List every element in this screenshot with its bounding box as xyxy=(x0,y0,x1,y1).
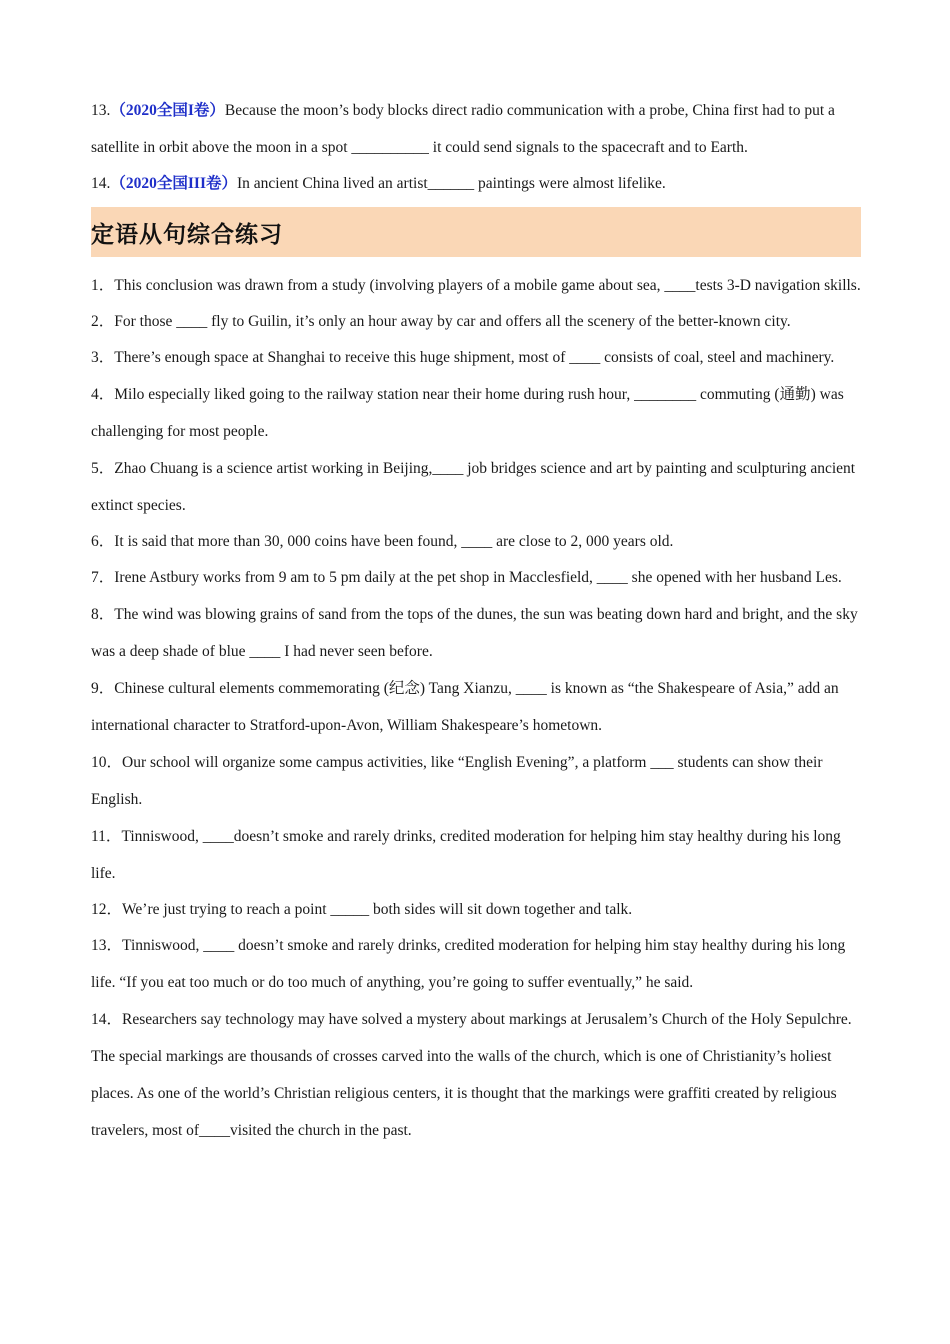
exercise-item: 2．For those ____ fly to Guilin, it’s only an hour away by car and offers all the scenery of the better-known city. xyxy=(91,313,791,330)
question-14-top: 14.（2020全国III卷）In ancient China lived an artist______ paintings were almost lifelike. xyxy=(91,175,666,192)
exercise-item: 13．Tinniswood, ____ doesn’t smoke and rarely drinks, credited moderation for helping him stay healthy during his long life. “If you eat too much or do too much of anything, you’re going to suffer eventually,” he said. xyxy=(91,937,846,991)
exercise-item: 3．There’s enough space at Shanghai to receive this huge shipment, most of ____ consists of coal, steel and machinery. xyxy=(91,349,835,366)
exercise-list xyxy=(91,267,861,1149)
source-tag: （2020全国III卷） xyxy=(110,175,237,192)
exercise-item: 10．Our school will organize some campus activities, like “English Evening”, a platform ___ students can show their English. xyxy=(91,754,823,808)
document-page xyxy=(91,92,861,1149)
exercise-item: 14．Researchers say technology may have solved a mystery about markings at Jerusalem’s Church of the Holy Sepulchre. The special markings are thousands of crosses carved into the walls of the church, which is one of Christianity’s holiest places. As one of the world’s Christian religious centers, it is thought that the markings were graffiti created by religious travelers, most of____visited the church in the past. xyxy=(91,1011,852,1139)
exercise-item: 5．Zhao Chuang is a science artist working in Beijing,____ job bridges science and art by painting and sculpturing ancient extinct species. xyxy=(91,460,856,514)
exercise-item: 9．Chinese cultural elements commemorating (纪念) Tang Xianzu, ____ is known as “the Shakespeare of Asia,” add an international character to Stratford-upon-Avon, William Shakespeare’s hometown. xyxy=(91,680,839,734)
exercise-item: 4．Milo especially liked going to the railway station near their home during rush hour, ________ commuting (通勤) was challenging for most people. xyxy=(91,386,844,440)
section-title: 定语从句综合练习 xyxy=(91,221,283,248)
section-heading xyxy=(91,207,861,257)
exercise-item: 12．We’re just trying to reach a point _____ both sides will sit down together and talk. xyxy=(91,901,633,918)
exercise-item: 11．Tinniswood, ____doesn’t smoke and rarely drinks, credited moderation for helping him stay healthy during his long life. xyxy=(91,828,841,882)
exercise-item: 7．Irene Astbury works from 9 am to 5 pm daily at the pet shop in Macclesfield, ____ she opened with her husband Les. xyxy=(91,569,842,586)
exercise-item: 8．The wind was blowing grains of sand from the tops of the dunes, the sun was beating down hard and bright, and the sky was a deep shade of blue ____ I had never seen before. xyxy=(91,606,858,660)
exercise-item: 6．It is said that more than 30, 000 coins have been found, ____ are close to 2, 000 years old. xyxy=(91,533,674,550)
source-tag: （2020全国I卷） xyxy=(110,102,225,119)
exercise-item: 1．This conclusion was drawn from a study (involving players of a mobile game about sea, ____tests 3-D navigation skills. xyxy=(91,277,861,294)
question-13-top: 13.（2020全国I卷）Because the moon’s body blocks direct radio communication with a probe, China first had to put a satellite in orbit above the moon in a spot __________ it could send signals to the spacecraft and to Earth. xyxy=(91,102,835,156)
